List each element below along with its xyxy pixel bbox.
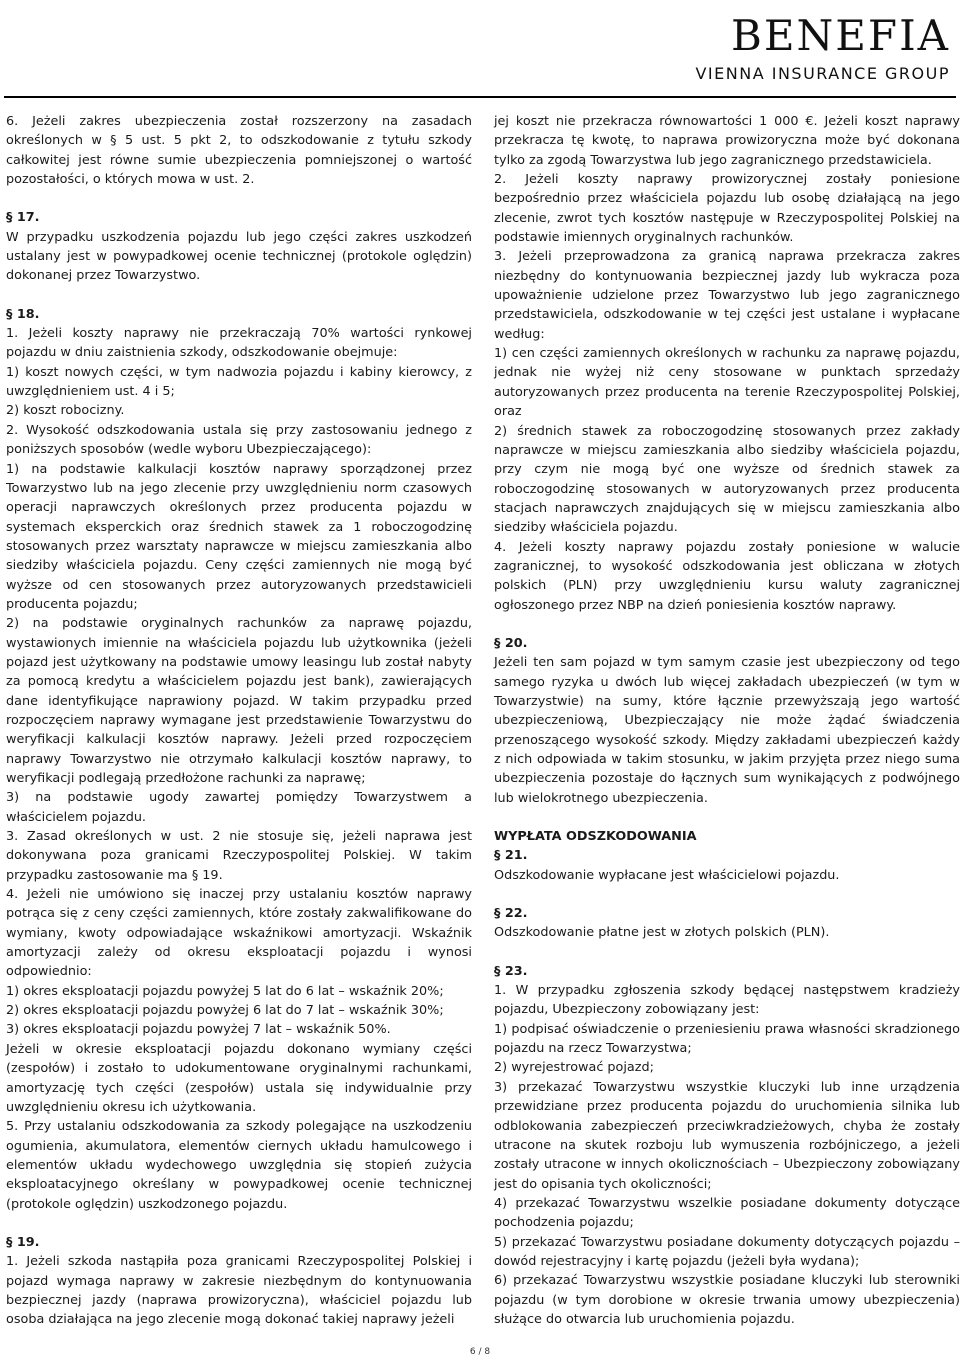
page-number: 6 / 8: [469, 1347, 491, 1357]
section-heading: § 19.: [6, 1234, 40, 1250]
paragraph: 3. Jeżeli przeprowadzona za granicą naprawa przekracza zakres niezbędny do kontynuowania bezpiecznej jazdy lub wykracza poza upoważnienie udzielone przez Towarzystwo lub jego zagranicznego przedstawiciela, odszkodowanie w tej części jest ustalane i wypłacane według:: [494, 249, 960, 342]
paragraph: 6. Jeżeli zakres ubezpieczenia został rozszerzony na zasadach określonych w § 5 ust. 5 pkt 2, to odszkodowanie z tytułu szkody całkowitej jest równe sumie ubezpieczenia pomniejszonej o wartość pozostałości, o których mowa w ust. 2.: [6, 114, 472, 188]
logo-wordmark: BENEFIA: [731, 11, 950, 60]
paragraph: 5) przekazać Towarzystwu posiadane dokumenty dotyczących pojazdu – dowód rejestracyjny i kartę pojazdu (jeżeli była wydana);: [494, 1234, 960, 1269]
paragraph: 3. Zasad określonych w ust. 2 nie stosuje się, jeżeli naprawa jest dokonywana poza granicami Rzeczypospolitej Polskiej. W takim przypadku zastosowanie ma § 19.: [6, 829, 472, 883]
paragraph: Jeżeli w okresie eksploatacji pojazdu dokonano wymiany części (zespołów) i zostało to udokumentowane oryginalnymi rachunkami, amortyzację tych części (zespołów) ustala się indywidualnie przy uwzględnieniu okresu ich użytkowania.: [6, 1041, 472, 1115]
section-heading: § 23.: [494, 963, 528, 979]
paragraph-spacer: [494, 615, 960, 634]
paragraph: Odszkodowanie wypłacane jest właścicielowi pojazdu.: [494, 867, 840, 883]
paragraph-spacer: [494, 885, 960, 904]
paragraph: 2. Jeżeli koszty naprawy prowizorycznej zostały poniesione bezpośrednio przez właściciela pojazdu lub osobę działającą na jego zlecenie, zwrot tych kosztów następuje w Rzeczypospolitej Polskiej na podstawie imiennych oryginalnych rachunków.: [494, 172, 960, 246]
paragraph: Jeżeli ten sam pojazd w tym samym czasie jest ubezpieczony od tego samego ryzyka u dwóch lub więcej zakładach ubezpieczeń (w tym w Towarzystwie) na sumy, które łącznie przewyższają jego wartość ubezpieczeniową, Ubezpieczający nie może żądać świadczenia przenoszącego wysokość szkody. Między zakładami ubezpieczeń każdy z nich odpowiada w takim stosunku, w jakim przyjęta przez niego suma ubezpieczenia pozostaje do łącznych sum wynikających z podwójnego lub wielokrotnego ubezpieczenia.: [494, 655, 960, 806]
section-heading: § 20.: [494, 635, 528, 651]
logo-tagline: VIENNA INSURANCE GROUP: [695, 64, 950, 83]
paragraph: 2) okres eksploatacji pojazdu powyżej 6 lat do 7 lat – wskaźnik 30%;: [6, 1003, 444, 1019]
paragraph-spacer: [494, 943, 960, 962]
section-heading: WYPŁATA ODSZKODOWANIA: [494, 829, 697, 845]
paragraph: 2) koszt robocizny.: [6, 403, 125, 419]
paragraph: 2) na podstawie oryginalnych rachunków za naprawę pojazdu, wystawionych imiennie na właściciela pojazdu lub użytkownika (jeżeli pojazd jest użytkowany na podstawie umowy leasingu lub został nabyty za pomocą kredytu a właścicielem pojazdu jest bank), zawierających dane identyfikujące naprawiony pojazd. W takim przypadku przed rozpoczęciem naprawy wymagane jest przedstawienie Towarzystwu do weryfikacji kalkulacji kosztów naprawy. Jeżeli przed rozpoczęciem naprawy Towarzystwo nie otrzymało kalkulacji kosztów naprawy, to weryfikacji podlegają przedłożone rachunki za naprawę;: [6, 616, 472, 786]
paragraph: 3) okres eksploatacji pojazdu powyżej 7 lat – wskaźnik 50%.: [6, 1022, 391, 1038]
paragraph: 1. W przypadku zgłoszenia szkody będącej następstwem kradzieży pojazdu, Ubezpieczony zobowiązany jest:: [494, 983, 960, 1018]
paragraph-spacer: [6, 286, 472, 305]
paragraph: 1) okres eksploatacji pojazdu powyżej 5 lat do 6 lat – wskaźnik 20%;: [6, 983, 444, 999]
left-text-column: [6, 112, 472, 1330]
paragraph: 1) podpisać oświadczenie o przeniesieniu prawa własności skradzionego pojazdu na rzecz Towarzystwa;: [494, 1021, 960, 1057]
paragraph: 4. Jeżeli koszty naprawy pojazdu zostały poniesione w walucie zagranicznej, to wysokość odszkodowania jest obliczana w złotych polskich (PLN) przy uwzględnieniu kursu waluty zagranicznej ogłoszonego przez NBP na dzień poniesienia kosztów naprawy.: [494, 539, 960, 613]
paragraph: 2) średnich stawek za roboczogodzinę stosowanych przez zakłady naprawcze w miejscu zamieszkania albo siedziby właściciela pojazdu, przy czym nie mogą być one wyższe od średnich stawek za roboczogodzinę stosowanych w autoryzowanych przez producenta stacjach naprawczych znajdujących się w miejscu zamieszkania albo siedziby właściciela pojazdu.: [494, 423, 960, 536]
paragraph: 4) przekazać Towarzystwu wszelkie posiadane dokumenty dotyczące pochodzenia pojazdu;: [494, 1195, 960, 1231]
paragraph: jej koszt nie przekracza równowartości 1 000 €. Jeżeli koszt naprawy przekracza tę kwotę, to naprawa prowizoryczna może być dokonana tylko za zgodą Towarzystwa lub jego zagranicznego przedstawiciela.: [494, 114, 960, 168]
paragraph: 1) koszt nowych części, w tym nadwozia pojazdu i kabiny kierowcy, z uwzględnieniem ust. 4 i 5;: [6, 364, 472, 400]
paragraph: 1) na podstawie kalkulacji kosztów naprawy sporządzonej przez Towarzystwo lub na jego zlecenie przy uwzględnieniu norm czasowych operacji naprawczych określonych przez producenta pojazdu w systemach eksperckich oraz średnich stawek za 1 roboczogodzinę stosowanych przez warsztaty naprawcze w miejscu zamieszkania albo siedziby właściciela pojazdu. Ceny części zamiennych nie mogą być wyższe od cen stosowanych przez autoryzowanych przedstawicieli producenta pojazdu;: [6, 461, 472, 612]
paragraph: 5. Przy ustalaniu odszkodowania za szkody polegające na uszkodzeniu ogumienia, akumulatora, elementów ciernych układu hamulcowego i elementów układu wydechowego uwzględnia się stopień zużycia eksploatacyjnego określany w powypadkowej ocenie technicznej (protokole oględzin) uszkodzonego pojazdu.: [6, 1119, 472, 1212]
paragraph: 6) przekazać Towarzystwu wszystkie posiadane kluczyki lub sterowniki pojazdu (w tym dorobione w okresie trwania umowy ubezpieczenia) służące do otwarcia lub uruchomienia pojazdu.: [494, 1273, 960, 1327]
section-heading: § 17.: [6, 210, 40, 226]
paragraph: 1. Jeżeli koszty naprawy nie przekraczają 70% wartości rynkowej pojazdu w dniu zaistnienia szkody, odszkodowanie obejmuje:: [6, 326, 472, 361]
paragraph: Odszkodowanie płatne jest w złotych polskich (PLN).: [494, 925, 830, 941]
paragraph: 2. Wysokość odszkodowania ustala się przy zastosowaniu jednego z poniższych sposobów (wedle wyboru Ubezpieczającego):: [6, 422, 472, 458]
paragraph-spacer: [494, 808, 960, 827]
company-logo: [695, 11, 950, 83]
section-heading: § 18.: [6, 306, 40, 322]
paragraph: 2) wyrejestrować pojazd;: [494, 1060, 654, 1076]
paragraph-spacer: [6, 189, 472, 208]
right-text-column: [494, 112, 960, 1329]
paragraph: 1) cen części zamiennych określonych w rachunku za naprawę pojazdu, jednak nie wyżej niż ceny stosowane w punktach sprzedaży autoryzowanych przez producenta na terenie Rzeczypospolitej Polskiej, oraz: [494, 346, 960, 420]
paragraph: 3) na podstawie ugody zawartej pomiędzy Towarzystwem a właścicielem pojazdu.: [6, 790, 472, 825]
paragraph: 3) przekazać Towarzystwu wszystkie kluczyki lub inne urządzenia przewidziane przez producenta pojazdu do uruchomienia silnika lub odblokowania zabezpieczeń przeciwkradzieżowych, chyba że zostały utracone na skutek rozboju lub wymuszenia rozbójniczego, a jeżeli zostały utracone w innych okolicznościach – Ubezpieczony zobowiązany jest do opisania tych okoliczności;: [494, 1079, 960, 1192]
paragraph: 1. Jeżeli szkoda nastąpiła poza granicami Rzeczypospolitej Polskiej i pojazd wymaga naprawy w zakresie niezbędnym do kontynuowania bezpiecznej jazdy (naprawa prowizoryczna), właściciel pojazdu lub osoba działająca na jego zlecenie mogą dokonać takiej naprawy jeżeli: [6, 1254, 472, 1328]
paragraph: W przypadku uszkodzenia pojazdu lub jego części zakres uszkodzeń ustalany jest w powypadkowej ocenie technicznej (protokole oględzin) dokonanej przez Towarzystwo.: [6, 229, 472, 284]
paragraph-spacer: [6, 1214, 472, 1233]
paragraph: 4. Jeżeli nie umówiono się inaczej przy ustalaniu kosztów naprawy potrąca się z ceny części zamiennych, które zostały zakwalifikowane do wymiany, kwoty odpowiadające wskaźnikowi amortyzacji. Wskaźnik amortyzacji zależy od okresu eksploatacji pojazdu i wynosi odpowiednio:: [6, 887, 472, 980]
header-divider: [4, 96, 956, 98]
section-heading: § 21.: [494, 848, 528, 864]
section-heading: § 22.: [494, 906, 528, 922]
